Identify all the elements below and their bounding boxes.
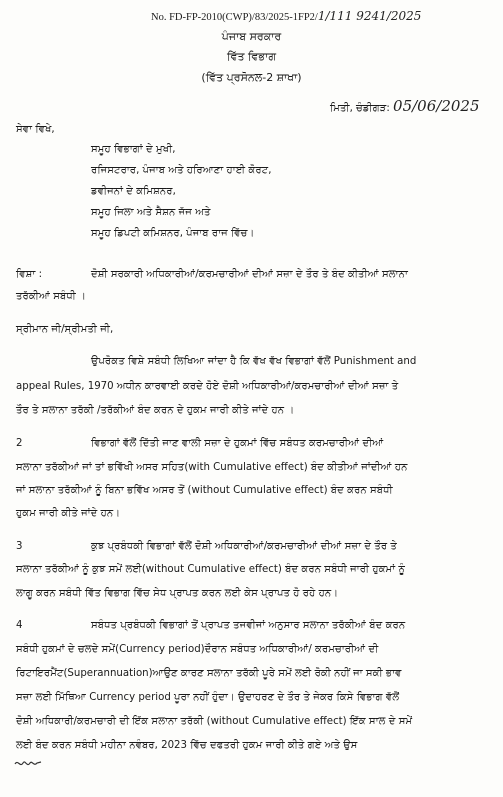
- salutation: ਸ੍ਰੀਮਾਨ ਜੀ/ਸ੍ਰੀਮਤੀ ਜੀ,: [16, 324, 114, 335]
- addressee-3: ਡਵੀਜਨਾਂ ਦੇ ਕਮਿਸ਼ਨਰ,: [91, 186, 176, 197]
- para4-line-6: ਲਈ ਬੰਦ ਕਰਨ ਸਬੰਧੀ ਮਹੀਨਾ ਨਵੰਬਰ, 2023 ਵਿੱਚ ਦਫਤਰੀ ਹੁਕਮ ਜਾਰੀ ਕੀਤੇ ਗਏ ਅਤੇ ਉਸ: [16, 740, 358, 751]
- reference-number: [151, 10, 421, 24]
- addressee-4: ਸਮੂਹ ਜਿਲਾ ਅਤੇ ਸੈਸ਼ਨ ਜੱਜ ਅਤੇ: [91, 207, 211, 218]
- para2-line-1: ਵਿਭਾਗਾਂ ਵੱਲੋਂ ਦਿੱਤੀ ਜਾਣ ਵਾਲੀ ਸਜ਼ਾ ਦੇ ਹੁਕਮਾਂ ਵਿੱਚ ਸਬੰਧਤ ਕਰਮਚਾਰੀਆਂ ਦੀਆਂ: [91, 438, 384, 449]
- branch-name: (ਵਿੱਤ ਪ੍ਰਸੋਨਲ-2 ਸ਼ਾਖਾ): [201, 71, 302, 84]
- para4-line-1: ਸਬੰਧਤ ਪ੍ਰਬੰਧਕੀ ਵਿਭਾਗਾਂ ਤੋਂ ਪ੍ਰਾਪਤ ਤਜਵੀਜਾਂ ਅਨੁਸਾਰ ਸਲਾਨਾ ਤਰੱਕੀਆਂ ਬੰਦ ਕਰਨ: [91, 620, 406, 631]
- para4-number: 4: [16, 620, 23, 631]
- addressee-5: ਸਮੂਹ ਡਿਪਟੀ ਕਮਿਸ਼ਨਰ, ਪੰਜਾਬ ਰਾਜ ਵਿੱਚ।: [91, 228, 255, 239]
- para3-line-2: ਸਲਾਨਾ ਤਰੱਕੀਆਂ ਨੂੰ ਕੁਝ ਸਮੇਂ ਲਈ(without Cumulative effect) ਬੰਦ ਕਰਨ ਸਬੰਧੀ ਜਾਰੀ ਹੁਕਮਾਂ ਨੂੰ: [16, 564, 405, 575]
- para1-line-2: appeal Rules, 1970 ਅਧੀਨ ਕਾਰਵਾਈ ਕਰਦੇ ਹੋਏ ਦੋਸ਼ੀ ਅਧਿਕਾਰੀਆਂ/ਕਰਮਚਾਰੀਆਂ ਦੀਆਂ ਸਜ਼ਾ ਤੇ: [16, 381, 399, 392]
- para2-line-4: ਹੁਕਮ ਜਾਰੀ ਕੀਤੇ ਜਾਂਦੇ ਹਨ।: [16, 508, 121, 519]
- para1-line-3: ਤੌਰ ਤੇ ਸਲਾਨਾ ਤਰੱਕੀ /ਤਰੱਕੀਆਂ ਬੰਦ ਕਰਨ ਦੇ ਹੁਕਮ ਜਾਰੀ ਕੀਤੇ ਜਾਂਦੇ ਹਨ ।: [16, 405, 295, 416]
- para2-number: 2: [16, 438, 23, 449]
- subject-label: ਵਿਸ਼ਾ :: [16, 269, 43, 280]
- para4-line-2: ਸਬੰਧੀ ਹੁਕਮਾਂ ਦੇ ਚਲਦੇ ਸਮੇਂ(Currency period)ਦੌਰਾਨ ਸਬੰਧਤ ਅਧਿਕਾਰੀਆਂ/ ਕਰਮਚਾਰੀਆਂ ਦੀ: [16, 644, 379, 655]
- reference-prefix: No. FD-FP-2010(CWP)/83/2025-1FP2/: [151, 12, 318, 23]
- date-label: ਮਿਤੀ, ਚੰਡੀਗੜ:: [330, 103, 390, 114]
- initials-mark: [14, 756, 42, 770]
- para4-line-3: ਰਿਟਾਇਰਮੈਂਟ(Superannuation)ਆਉਣ ਕਾਰਣ ਸਲਾਨਾ ਤਰੱਕੀ ਪੂਰੇ ਸਮੇਂ ਲਈ ਰੋਕੀ ਨਹੀਂ ਜਾ ਸਕੀ ਭਾਵ: [16, 668, 402, 679]
- para3-line-1: ਕੁਝ ਪ੍ਰਬੰਧਕੀ ਵਿਭਾਗਾਂ ਵੱਲੋਂ ਦੋਸ਼ੀ ਅਧਿਕਾਰੀਆਂ/ਕਰਮਚਾਰੀਆਂ ਦੀਆਂ ਸਜ਼ਾ ਦੇ ਤੌਰ ਤੇ: [91, 541, 397, 552]
- reference-handwritten: 1/111 9241/2025: [317, 9, 422, 23]
- date-line: [330, 97, 480, 115]
- para1-line-1: ਉਪਰੋਕਤ ਵਿਸ਼ੇ ਸਬੰਧੀ ਲਿਖਿਆ ਜਾਂਦਾ ਹੈ ਕਿ ਵੱਖ ਵੱਖ ਵਿਭਾਗਾਂ ਵੱਲੋਂ Punishment and: [91, 356, 417, 367]
- para4-line-4: ਸਜ਼ਾ ਲਈ ਮਿੱਥਿਆ Currency period ਪੂਰਾ ਨਹੀਂ ਹੁੰਦਾ। ਉਦਾਹਰਣ ਦੇ ਤੌਰ ਤੇ ਜੇਕਰ ਕਿਸੇ ਵਿਭਾਗ ਵੱਲੋਂ: [16, 692, 400, 703]
- service-label: ਸੇਵਾ ਵਿਖੇ,: [16, 124, 55, 135]
- addressee-2: ਰਜਿਸਟਰਾਰ, ਪੰਜਾਬ ਅਤੇ ਹਰਿਆਣਾ ਹਾਈ ਕੋਰਟ,: [91, 165, 272, 176]
- department-name: ਵਿੱਤ ਵਿਭਾਗ: [227, 50, 276, 63]
- para3-number: 3: [16, 541, 23, 552]
- para4-line-5: ਦੋਸ਼ੀ ਅਧਿਕਾਰੀ/ਕਰਮਚਾਰੀ ਦੀ ਇੱਕ ਸਲਾਨਾ ਤਰੱਕੀ (without Cumulative effect) ਇੱਕ ਸਾਲ ਦੇ ਸਮੇਂ: [16, 716, 413, 727]
- government-name: ਪੰਜਾਬ ਸਰਕਾਰ: [221, 30, 282, 43]
- para2-line-3: ਜਾਂ ਸਲਾਨਾ ਤਰੱਕੀਆਂ ਨੂੰ ਬਿਨਾ ਭਵਿੱਖ ਅਸਰ ਤੋਂ (without Cumulative effect) ਬੰਦ ਕਰਨ ਸਬੰਧੀ: [16, 485, 393, 496]
- para2-line-2: ਸਲਾਨਾ ਤਰੱਕੀਆਂ ਜਾਂ ਤਾਂ ਭਵਿੱਖੀ ਅਸਰ ਸਹਿਤ(with Cumulative effect) ਬੰਦ ਕੀਤੀਆਂ ਜਾਂਦੀਆਂ ਹਨ: [16, 462, 408, 473]
- para3-line-3: ਲਾਗੂ ਕਰਨ ਸਬੰਧੀ ਵਿੱਤ ਵਿਭਾਗ ਵਿੱਚ ਸੇਧ ਪ੍ਰਾਪਤ ਕਰਨ ਲਈ ਕੇਸ ਪ੍ਰਾਪਤ ਹੋ ਰਹੇ ਹਨ।: [16, 588, 339, 599]
- subject-line-2: ਤਰੱਕੀਆਂ ਸਬੰਧੀ ।: [16, 291, 86, 302]
- date-value: 05/06/2025: [393, 97, 480, 115]
- addressee-1: ਸਮੂਹ ਵਿਭਾਗਾਂ ਦੇ ਮੁਖੀ,: [91, 144, 176, 155]
- subject-line-1: ਦੋਸ਼ੀ ਸਰਕਾਰੀ ਅਧਿਕਾਰੀਆਂ/ਕਰਮਚਾਰੀਆਂ ਦੀਆਂ ਸਜ਼ਾ ਦੇ ਤੌਰ ਤੇ ਬੰਦ ਕੀਤੀਆਂ ਸਲਾਨਾ: [91, 269, 408, 280]
